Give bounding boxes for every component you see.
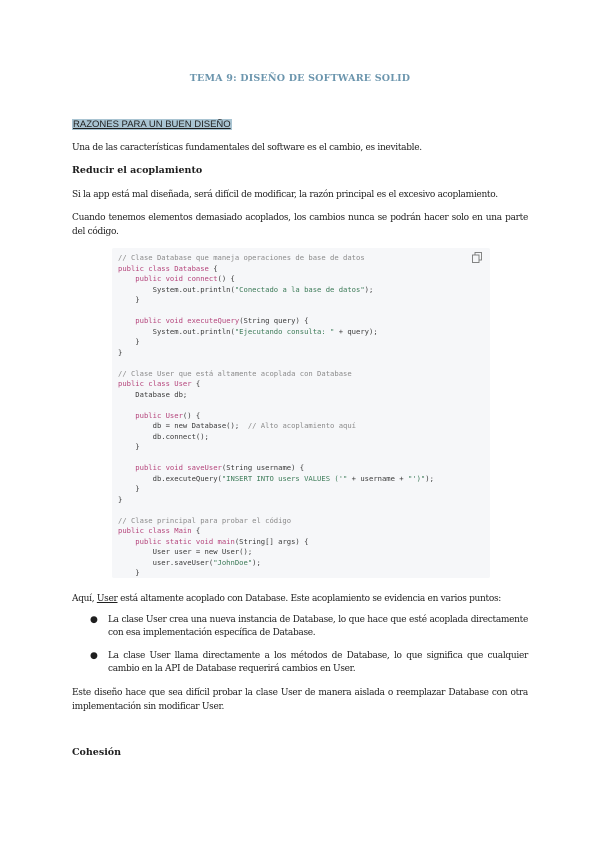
code-comment: // Clase principal para probar el código [118,515,292,525]
code-comment: // Clase Database que maneja operaciones de base de datos [118,253,365,262]
code-comment: // Alto acoplamiento aquí [247,421,357,430]
subheading-reducir-acoplamiento: Reducir el acoplamiento [72,165,203,176]
code-text: } [118,337,140,346]
code-keyword: public static void [118,536,218,546]
code-text: ); [364,284,374,294]
code-keyword: public class [118,526,175,535]
code-class-name: Main [174,526,192,535]
document-title: TEMA 9: DISEÑO DE SOFTWARE SOLID [189,73,411,84]
section-heading: RAZONES PARA UN BUEN DISEÑO [73,119,231,130]
paragraph-user-acoplado [72,592,528,606]
code-class-name: Database [174,263,209,273]
code-keyword: public class [118,379,175,388]
code-text: User user = new User(); [118,547,253,556]
copy-icon[interactable] [472,252,482,263]
code-string: "Conectado a la base de datos" [234,284,365,294]
code-keyword: public void [118,316,188,325]
text-acoplamiento: está altamente acoplado con Database. Este acoplamiento se evidencia en varios puntos: [120,594,502,604]
code-text: } [118,295,140,304]
code-string: "')" [407,473,426,483]
code-text: () { [182,410,201,420]
code-text: Database db; [118,389,188,399]
code-text: { [191,379,201,388]
code-text: () { [217,274,235,283]
code-text: + username + [347,473,408,483]
code-comment: // Clase User que está altamente acoplada con Database [118,368,352,378]
code-class-name: User [174,379,192,388]
paragraph-mal-disenada: Si la app está mal diseñada, será difícil de modificar, la razón principal es el excesivo acoplamiento. [72,190,498,200]
paragraph-elementos-acoplados: Cuando tenemos elementos demasiado acoplados, los cambios nunca se podrán hacer solo en una parte del código. [72,213,528,237]
code-text: db = new Database(); [118,421,248,430]
code-text: { [208,263,218,273]
code-string: "INSERT INTO users VALUES ('" [221,473,348,483]
bullet-text: La clase User llama directamente a los métodos de Database, lo que significa que cualquier cambio en la API de Database requerirá cambios en User. [108,651,528,674]
subheading-cohesion: Cohesión [72,747,122,758]
text-user-underlined: User [96,594,118,604]
code-text: } [118,568,140,577]
code-text: (String query) { [239,316,309,325]
code-text: ); [425,473,434,483]
code-text: } [118,347,123,357]
code-keyword: public void [118,463,188,472]
code-text: db.connect(); [118,431,209,441]
code-method-name: connect [187,274,218,283]
code-keyword: public class [118,263,175,273]
bullet-dot-icon: ● [90,615,98,625]
code-text: System.out.println( [118,326,235,336]
list-item [72,614,528,640]
bullet-list [72,614,528,686]
code-keyword: public void [118,274,188,283]
intro-paragraph: Una de las características fundamentales del software es el cambio, es inevitable. [72,143,422,153]
paragraph-conclusion: Este diseño hace que sea difícil probar la clase User de manera aislada o reemplazar Database con otra implementación sin modificar User. [72,688,528,712]
code-text: + query); [334,326,378,336]
code-listing [118,253,434,578]
code-text: (String username) { [221,463,305,472]
bullet-text: La clase User crea una nueva instancia de Database, lo que hace que esté acoplada directamente con esa implementación específica de Database. [108,615,528,638]
code-text: } [118,442,140,451]
code-text: } [118,494,123,504]
code-string: "JohnDoe" [213,557,253,567]
code-method-name: User [165,410,183,420]
bullet-dot-icon: ● [90,651,98,661]
list-item [72,650,528,676]
code-block [112,248,490,578]
code-string: "Ejecutando consulta: " [234,326,335,336]
code-keyword: public [118,410,166,420]
code-text: } [118,484,140,493]
code-text: ); [252,557,261,567]
text-aqui: Aquí, [72,594,95,604]
code-text: System.out.println( [118,284,235,294]
code-text: { [191,526,201,535]
code-text: user.saveUser( [118,557,214,567]
code-text: (String[] args) { [234,536,309,546]
code-method-name: saveUser [187,463,222,472]
code-method-name: executeQuery [187,316,240,325]
code-text: db.executeQuery( [118,473,222,483]
code-method-name: main [217,536,235,546]
